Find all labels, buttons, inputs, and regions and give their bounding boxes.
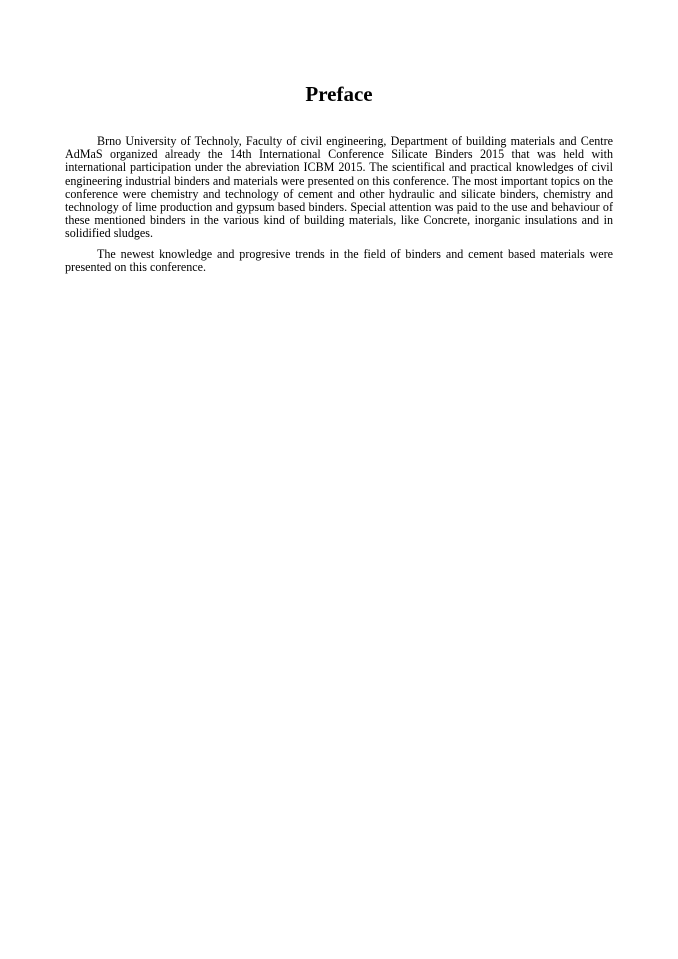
page-title: Preface [305, 82, 373, 106]
paragraph-1: Brno University of Technoly, Faculty of civil engineering, Department of building materials and Centre AdMaS organized already the 14th International Conference Silicate Binders 2015 that was held with international participation under the abreviation ICBM 2015. The scientifical and practical knowledges of civil engineering industrial binders and materials were presented on this conference. The most important topics on the conference were chemistry and technology of cement and other hydraulic and silicate binders, chemistry and technology of lime production and gypsum based binders. Special attention was paid to the use and behaviour of these mentioned binders in the various kind of building materials, like Concrete, inorganic insulations and in solidified sludges. [65, 134, 613, 241]
preface-body [65, 135, 613, 281]
paragraph-2: The newest knowledge and progresive trends in the field of binders and cement based materials were presented on this conference. [65, 246, 613, 274]
